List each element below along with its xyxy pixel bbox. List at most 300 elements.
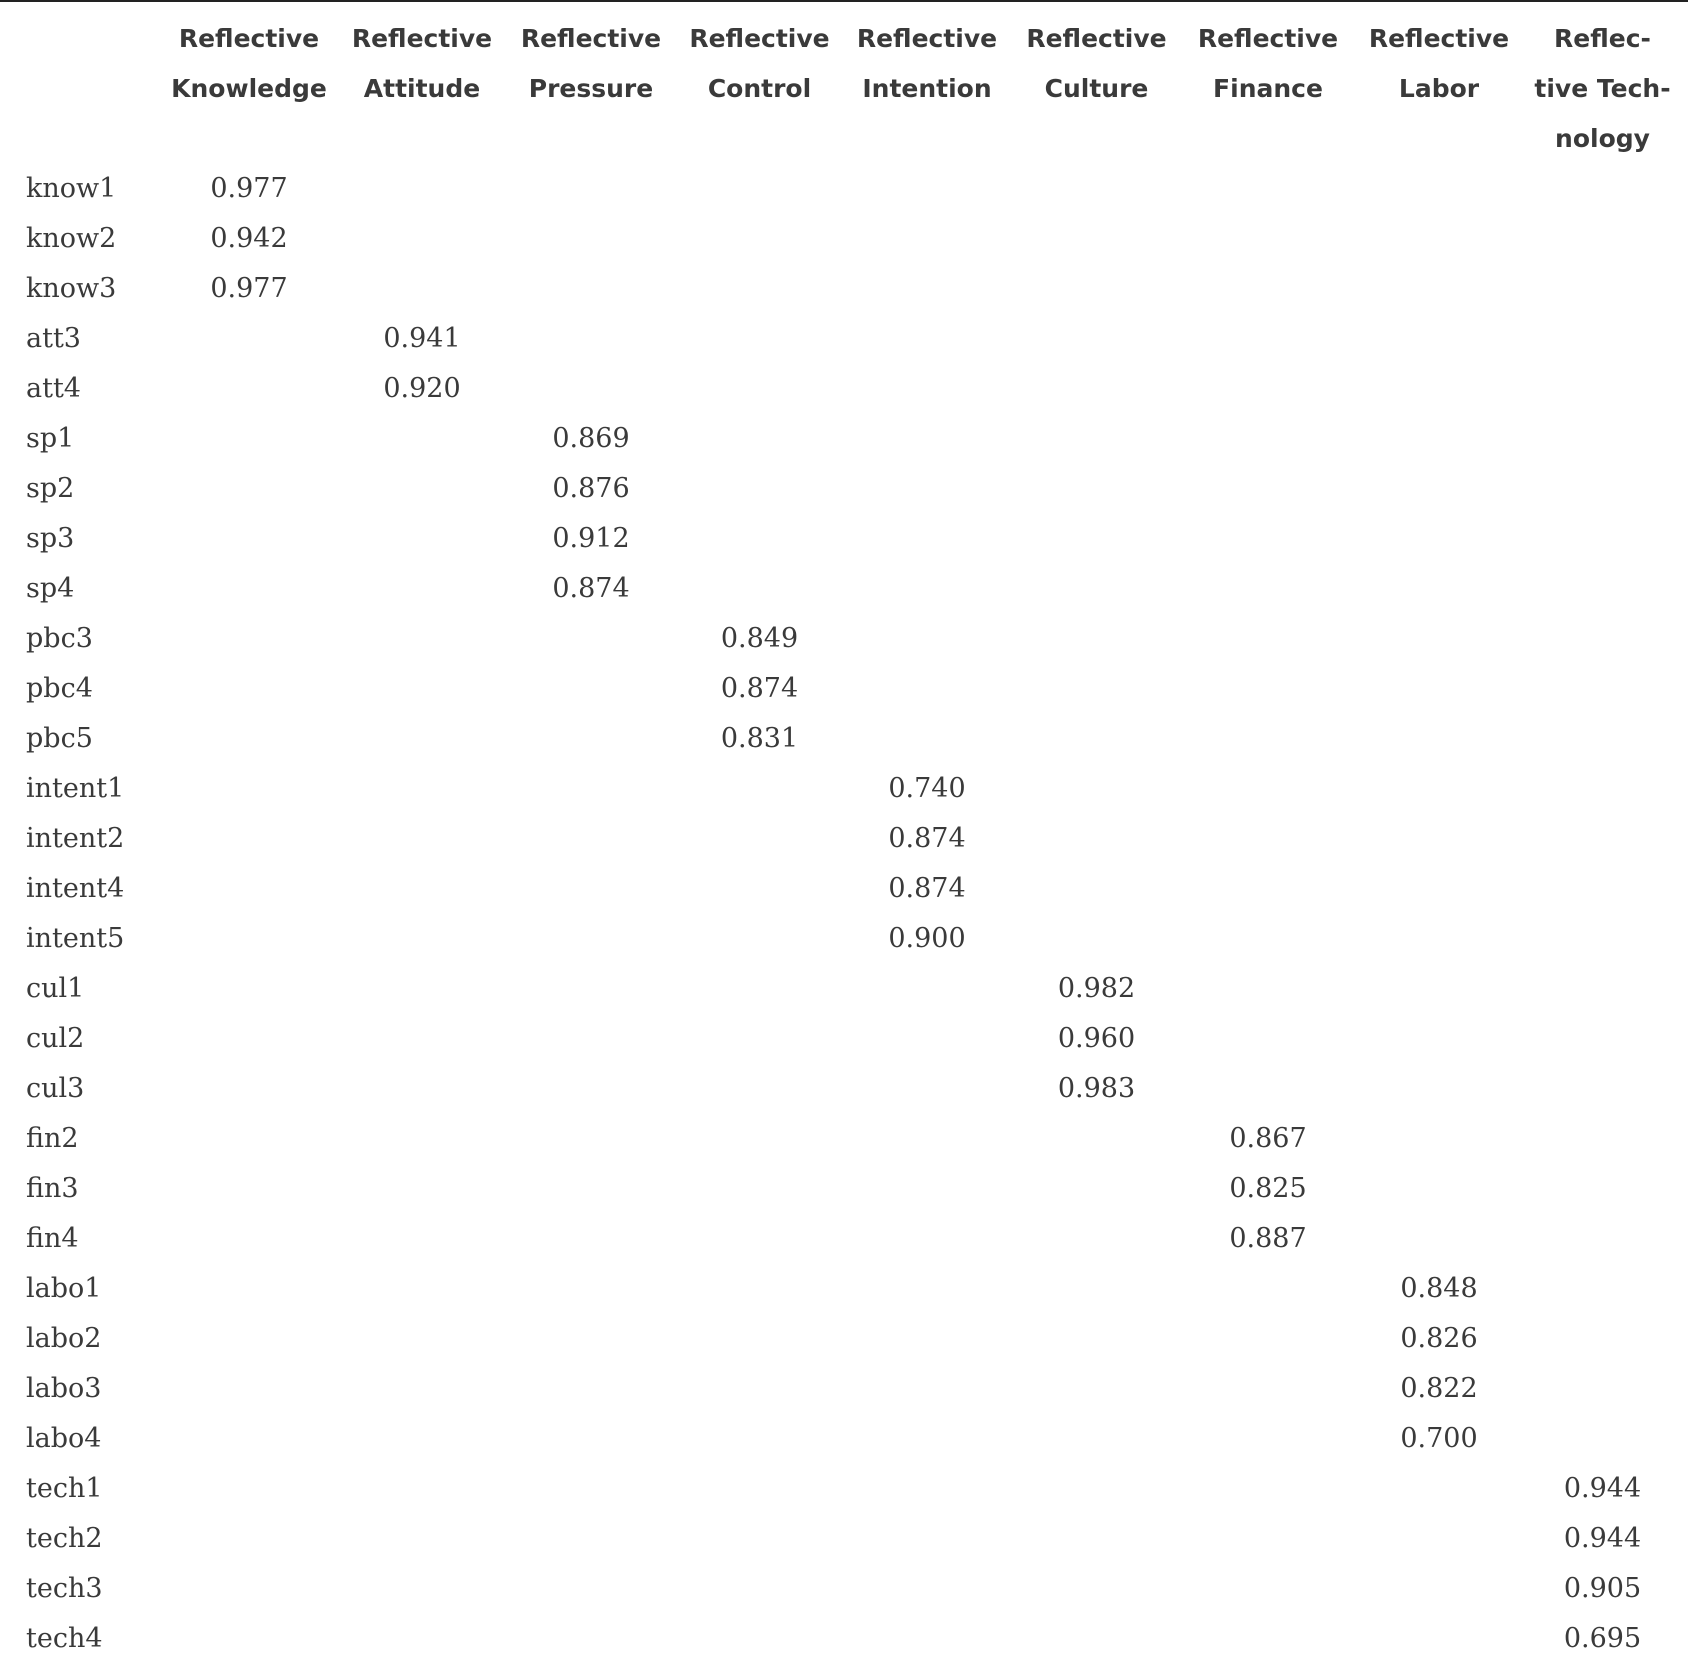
- table-row: [16, 414, 1680, 464]
- empty-cell: [844, 564, 1010, 614]
- loading-value-cell: 0.822: [1400, 1373, 1478, 1404]
- empty-cell: [1353, 1214, 1525, 1264]
- loading-value-cell: 0.849: [720, 623, 799, 654]
- empty-cell: [675, 1314, 844, 1364]
- empty-cell: [844, 1214, 1010, 1264]
- empty-cell: [1525, 464, 1680, 514]
- empty-cell: [507, 864, 675, 914]
- empty-cell: [507, 1414, 675, 1464]
- empty-cell: [1183, 214, 1353, 264]
- table-row: [16, 364, 1680, 414]
- row-label: tech3: [26, 1573, 103, 1604]
- empty-cell: [1525, 164, 1680, 214]
- table-row: [16, 1114, 1680, 1164]
- empty-cell: [1183, 1364, 1353, 1414]
- empty-cell: [161, 964, 337, 1014]
- empty-cell: [675, 1614, 844, 1664]
- empty-cell: [507, 1214, 675, 1264]
- empty-cell: [1183, 1464, 1353, 1514]
- empty-cell: [1010, 614, 1183, 664]
- empty-cell: [844, 1114, 1010, 1164]
- empty-cell: [507, 964, 675, 1014]
- empty-cell: [675, 864, 844, 914]
- empty-cell: [675, 514, 844, 564]
- empty-cell: [507, 1514, 675, 1564]
- row-label: tech4: [26, 1623, 103, 1654]
- header-cell-finance: Reflective Finance: [1197, 24, 1339, 103]
- empty-cell: [1353, 1064, 1525, 1114]
- empty-cell: [337, 1564, 507, 1614]
- loading-value-cell: 0.876: [552, 473, 630, 504]
- empty-cell: [1353, 1164, 1525, 1214]
- row-label: fin4: [26, 1223, 79, 1254]
- empty-cell: [337, 764, 507, 814]
- empty-cell: [844, 614, 1010, 664]
- empty-cell: [161, 1314, 337, 1364]
- empty-cell: [337, 614, 507, 664]
- empty-cell: [1010, 814, 1183, 864]
- empty-cell: [675, 814, 844, 864]
- empty-cell: [1183, 814, 1353, 864]
- empty-cell: [337, 264, 507, 314]
- table-row: [16, 164, 1680, 214]
- empty-cell: [844, 264, 1010, 314]
- empty-cell: [844, 1564, 1010, 1614]
- row-label: intent2: [26, 823, 125, 854]
- empty-cell: [337, 414, 507, 464]
- empty-cell: [1353, 364, 1525, 414]
- empty-cell: [1183, 764, 1353, 814]
- empty-cell: [1353, 314, 1525, 364]
- empty-cell: [1183, 314, 1353, 364]
- empty-cell: [507, 364, 675, 414]
- empty-cell: [1183, 914, 1353, 964]
- empty-cell: [1183, 1314, 1353, 1364]
- table-row: [16, 1614, 1680, 1664]
- empty-cell: [161, 1464, 337, 1514]
- loading-value-cell: 0.944: [1563, 1523, 1642, 1554]
- empty-cell: [675, 1064, 844, 1114]
- empty-cell: [507, 1064, 675, 1114]
- top-rule: [0, 0, 1688, 2]
- header-row: [16, 14, 1680, 164]
- row-label: know3: [26, 273, 117, 304]
- empty-cell: [844, 514, 1010, 564]
- empty-cell: [1525, 1214, 1680, 1264]
- empty-cell: [1010, 1114, 1183, 1164]
- empty-cell: [1183, 414, 1353, 464]
- loading-value-cell: 0.941: [383, 323, 461, 354]
- empty-cell: [675, 914, 844, 964]
- empty-cell: [1010, 914, 1183, 964]
- empty-cell: [1183, 964, 1353, 1014]
- empty-cell: [675, 364, 844, 414]
- header-cell-pressure: Reflective Pressure: [520, 24, 662, 103]
- empty-cell: [1010, 364, 1183, 414]
- empty-cell: [675, 1514, 844, 1564]
- empty-cell: [675, 1414, 844, 1464]
- empty-cell: [337, 914, 507, 964]
- empty-cell: [1353, 214, 1525, 264]
- empty-cell: [844, 1014, 1010, 1064]
- empty-cell: [507, 664, 675, 714]
- row-label: labo3: [26, 1373, 102, 1404]
- empty-cell: [337, 964, 507, 1014]
- empty-cell: [1353, 1114, 1525, 1164]
- empty-cell: [337, 1214, 507, 1264]
- empty-cell: [1010, 464, 1183, 514]
- empty-cell: [337, 1614, 507, 1664]
- loading-value-cell: 0.874: [888, 823, 966, 854]
- empty-cell: [1525, 764, 1680, 814]
- empty-cell: [507, 1314, 675, 1364]
- loadings-table: [16, 14, 1680, 1664]
- empty-cell: [507, 164, 675, 214]
- empty-cell: [1010, 1214, 1183, 1264]
- empty-cell: [1353, 664, 1525, 714]
- loading-value-cell: 0.977: [210, 173, 288, 204]
- empty-cell: [1010, 664, 1183, 714]
- empty-cell: [1010, 1314, 1183, 1364]
- table-row: [16, 1264, 1680, 1314]
- empty-cell: [337, 664, 507, 714]
- empty-cell: [1353, 764, 1525, 814]
- loading-value-cell: 0.982: [1057, 973, 1136, 1004]
- empty-cell: [1183, 614, 1353, 664]
- empty-cell: [161, 1064, 337, 1114]
- row-label: labo2: [26, 1323, 102, 1354]
- table-row: [16, 464, 1680, 514]
- loading-value-cell: 0.944: [1563, 1473, 1642, 1504]
- empty-cell: [1353, 1014, 1525, 1064]
- empty-cell: [1525, 314, 1680, 364]
- empty-cell: [675, 1564, 844, 1614]
- loading-value-cell: 0.905: [1563, 1573, 1642, 1604]
- empty-cell: [1525, 1264, 1680, 1314]
- empty-cell: [844, 664, 1010, 714]
- loading-value-cell: 0.983: [1057, 1073, 1136, 1104]
- table-row: [16, 1514, 1680, 1564]
- table-row: [16, 564, 1680, 614]
- empty-cell: [1183, 1414, 1353, 1464]
- empty-cell: [1183, 564, 1353, 614]
- empty-cell: [337, 864, 507, 914]
- table-row: [16, 264, 1680, 314]
- table-row: [16, 964, 1680, 1014]
- row-label: tech1: [26, 1473, 103, 1504]
- empty-cell: [1525, 1014, 1680, 1064]
- empty-cell: [1525, 264, 1680, 314]
- empty-cell: [1010, 164, 1183, 214]
- empty-cell: [1525, 1114, 1680, 1164]
- header-cell-technology: Reflec- tive Tech- nology: [1534, 24, 1671, 153]
- empty-cell: [675, 564, 844, 614]
- row-label: pbc4: [26, 673, 93, 704]
- empty-cell: [1183, 514, 1353, 564]
- empty-cell: [1183, 164, 1353, 214]
- empty-cell: [507, 314, 675, 364]
- row-label: intent4: [26, 873, 125, 904]
- loading-value-cell: 0.740: [888, 773, 966, 804]
- loading-value-cell: 0.874: [552, 573, 630, 604]
- empty-cell: [1183, 1514, 1353, 1564]
- empty-cell: [1010, 864, 1183, 914]
- empty-cell: [844, 1064, 1010, 1114]
- empty-cell: [1525, 514, 1680, 564]
- empty-cell: [161, 864, 337, 914]
- empty-cell: [1525, 914, 1680, 964]
- empty-cell: [161, 1264, 337, 1314]
- empty-cell: [1353, 1614, 1525, 1664]
- empty-cell: [507, 914, 675, 964]
- empty-cell: [161, 1564, 337, 1614]
- empty-cell: [1010, 314, 1183, 364]
- empty-cell: [1353, 814, 1525, 864]
- empty-cell: [675, 164, 844, 214]
- empty-cell: [844, 1614, 1010, 1664]
- empty-cell: [507, 264, 675, 314]
- table-row: [16, 1064, 1680, 1114]
- empty-cell: [1183, 1014, 1353, 1064]
- empty-cell: [161, 364, 337, 414]
- empty-cell: [161, 1164, 337, 1214]
- empty-cell: [844, 364, 1010, 414]
- empty-cell: [844, 1264, 1010, 1314]
- header-cell-labor: Reflective Labor: [1368, 24, 1510, 103]
- table-row: [16, 1214, 1680, 1264]
- header-cell-empty: [16, 14, 161, 164]
- row-label: cul1: [26, 973, 85, 1004]
- empty-cell: [337, 164, 507, 214]
- empty-cell: [1525, 1414, 1680, 1464]
- empty-cell: [1010, 1514, 1183, 1564]
- empty-cell: [1010, 1264, 1183, 1314]
- empty-cell: [507, 764, 675, 814]
- table-row: [16, 314, 1680, 364]
- table-row: [16, 1414, 1680, 1464]
- loading-value-cell: 0.942: [210, 223, 288, 254]
- empty-cell: [1353, 714, 1525, 764]
- row-label: att3: [26, 323, 81, 354]
- empty-cell: [1525, 214, 1680, 264]
- row-label: sp3: [26, 523, 75, 554]
- empty-cell: [507, 1614, 675, 1664]
- empty-cell: [1525, 1064, 1680, 1114]
- empty-cell: [675, 264, 844, 314]
- empty-cell: [675, 1364, 844, 1414]
- empty-cell: [337, 214, 507, 264]
- empty-cell: [507, 1014, 675, 1064]
- empty-cell: [507, 214, 675, 264]
- table-row: [16, 1464, 1680, 1514]
- empty-cell: [337, 814, 507, 864]
- empty-cell: [1353, 964, 1525, 1014]
- empty-cell: [1525, 964, 1680, 1014]
- loading-value-cell: 0.977: [210, 273, 288, 304]
- empty-cell: [1183, 864, 1353, 914]
- empty-cell: [1353, 264, 1525, 314]
- empty-cell: [1183, 1264, 1353, 1314]
- empty-cell: [161, 764, 337, 814]
- row-label: intent1: [26, 773, 125, 804]
- empty-cell: [1010, 1164, 1183, 1214]
- loading-value-cell: 0.920: [383, 373, 461, 404]
- header-cell-control: Reflective Control: [689, 24, 830, 103]
- table-row: [16, 1314, 1680, 1364]
- row-label: cul3: [26, 1073, 85, 1104]
- table-row: [16, 214, 1680, 264]
- empty-cell: [1525, 614, 1680, 664]
- empty-cell: [161, 514, 337, 564]
- empty-cell: [675, 1014, 844, 1064]
- loading-value-cell: 0.887: [1229, 1223, 1307, 1254]
- row-label: tech2: [26, 1523, 103, 1554]
- empty-cell: [337, 1264, 507, 1314]
- empty-cell: [1183, 364, 1353, 414]
- empty-cell: [1353, 464, 1525, 514]
- empty-cell: [844, 964, 1010, 1014]
- row-label: labo4: [26, 1423, 102, 1454]
- empty-cell: [337, 1064, 507, 1114]
- loading-value-cell: 0.874: [720, 673, 799, 704]
- table-row: [16, 864, 1680, 914]
- header-cell-knowledge: Reflective Knowledge: [171, 24, 327, 103]
- empty-cell: [675, 464, 844, 514]
- empty-cell: [675, 314, 844, 364]
- empty-cell: [161, 1214, 337, 1264]
- empty-cell: [507, 614, 675, 664]
- table-row: [16, 1364, 1680, 1414]
- loading-value-cell: 0.700: [1400, 1423, 1478, 1454]
- table-row: [16, 764, 1680, 814]
- table-row: [16, 614, 1680, 664]
- row-label: pbc3: [26, 623, 93, 654]
- empty-cell: [507, 1564, 675, 1614]
- empty-cell: [844, 714, 1010, 764]
- empty-cell: [1353, 864, 1525, 914]
- table-row: [16, 664, 1680, 714]
- empty-cell: [507, 1114, 675, 1164]
- loading-value-cell: 0.867: [1229, 1123, 1307, 1154]
- empty-cell: [1183, 1564, 1353, 1614]
- empty-cell: [675, 1114, 844, 1164]
- row-label: labo1: [26, 1273, 102, 1304]
- empty-cell: [675, 1264, 844, 1314]
- empty-cell: [1525, 364, 1680, 414]
- empty-cell: [675, 964, 844, 1014]
- empty-cell: [1010, 514, 1183, 564]
- empty-cell: [337, 714, 507, 764]
- empty-cell: [337, 564, 507, 614]
- empty-cell: [1010, 1564, 1183, 1614]
- loading-value-cell: 0.900: [888, 923, 966, 954]
- row-label: pbc5: [26, 723, 93, 754]
- empty-cell: [675, 414, 844, 464]
- empty-cell: [161, 1014, 337, 1064]
- empty-cell: [1353, 614, 1525, 664]
- empty-cell: [1525, 564, 1680, 614]
- empty-cell: [337, 1164, 507, 1214]
- row-label: att4: [26, 373, 81, 404]
- empty-cell: [675, 1464, 844, 1514]
- empty-cell: [844, 1314, 1010, 1364]
- header-cell-attitude: Reflective Attitude: [351, 24, 493, 103]
- empty-cell: [337, 464, 507, 514]
- empty-cell: [675, 764, 844, 814]
- empty-cell: [1010, 264, 1183, 314]
- empty-cell: [1525, 1314, 1680, 1364]
- loading-value-cell: 0.960: [1057, 1023, 1136, 1054]
- empty-cell: [161, 414, 337, 464]
- loading-value-cell: 0.869: [552, 423, 630, 454]
- header-cell-intention: Reflective Intention: [856, 24, 998, 103]
- empty-cell: [1183, 264, 1353, 314]
- row-label: cul2: [26, 1023, 85, 1054]
- empty-cell: [1525, 814, 1680, 864]
- empty-cell: [1353, 1564, 1525, 1614]
- empty-cell: [1353, 914, 1525, 964]
- empty-cell: [1010, 714, 1183, 764]
- empty-cell: [844, 1414, 1010, 1464]
- table-row: [16, 514, 1680, 564]
- empty-cell: [1525, 1164, 1680, 1214]
- empty-cell: [161, 1414, 337, 1464]
- empty-cell: [161, 614, 337, 664]
- empty-cell: [161, 564, 337, 614]
- table-row: [16, 714, 1680, 764]
- empty-cell: [507, 1264, 675, 1314]
- row-label: fin2: [26, 1123, 79, 1154]
- empty-cell: [1183, 664, 1353, 714]
- empty-cell: [1353, 1514, 1525, 1564]
- empty-cell: [844, 1464, 1010, 1514]
- empty-cell: [507, 1464, 675, 1514]
- empty-cell: [337, 1364, 507, 1414]
- row-label: sp4: [26, 573, 75, 604]
- empty-cell: [1525, 864, 1680, 914]
- empty-cell: [1010, 414, 1183, 464]
- empty-cell: [844, 1514, 1010, 1564]
- table-row: [16, 814, 1680, 864]
- empty-cell: [1183, 1064, 1353, 1114]
- loading-value-cell: 0.825: [1229, 1173, 1307, 1204]
- empty-cell: [844, 314, 1010, 364]
- empty-cell: [507, 1164, 675, 1214]
- row-label: know2: [26, 223, 117, 254]
- empty-cell: [1353, 1464, 1525, 1514]
- empty-cell: [337, 514, 507, 564]
- empty-cell: [1183, 714, 1353, 764]
- table-row: [16, 1014, 1680, 1064]
- empty-cell: [844, 1364, 1010, 1414]
- empty-cell: [507, 714, 675, 764]
- empty-cell: [1525, 414, 1680, 464]
- empty-cell: [507, 814, 675, 864]
- loading-value-cell: 0.848: [1400, 1273, 1478, 1304]
- empty-cell: [337, 1514, 507, 1564]
- empty-cell: [337, 1464, 507, 1514]
- empty-cell: [1010, 1464, 1183, 1514]
- empty-cell: [675, 214, 844, 264]
- empty-cell: [161, 714, 337, 764]
- empty-cell: [1525, 664, 1680, 714]
- row-label: intent5: [26, 923, 125, 954]
- table-row: [16, 1564, 1680, 1614]
- loading-value-cell: 0.874: [888, 873, 966, 904]
- empty-cell: [337, 1314, 507, 1364]
- empty-cell: [1010, 764, 1183, 814]
- empty-cell: [1010, 214, 1183, 264]
